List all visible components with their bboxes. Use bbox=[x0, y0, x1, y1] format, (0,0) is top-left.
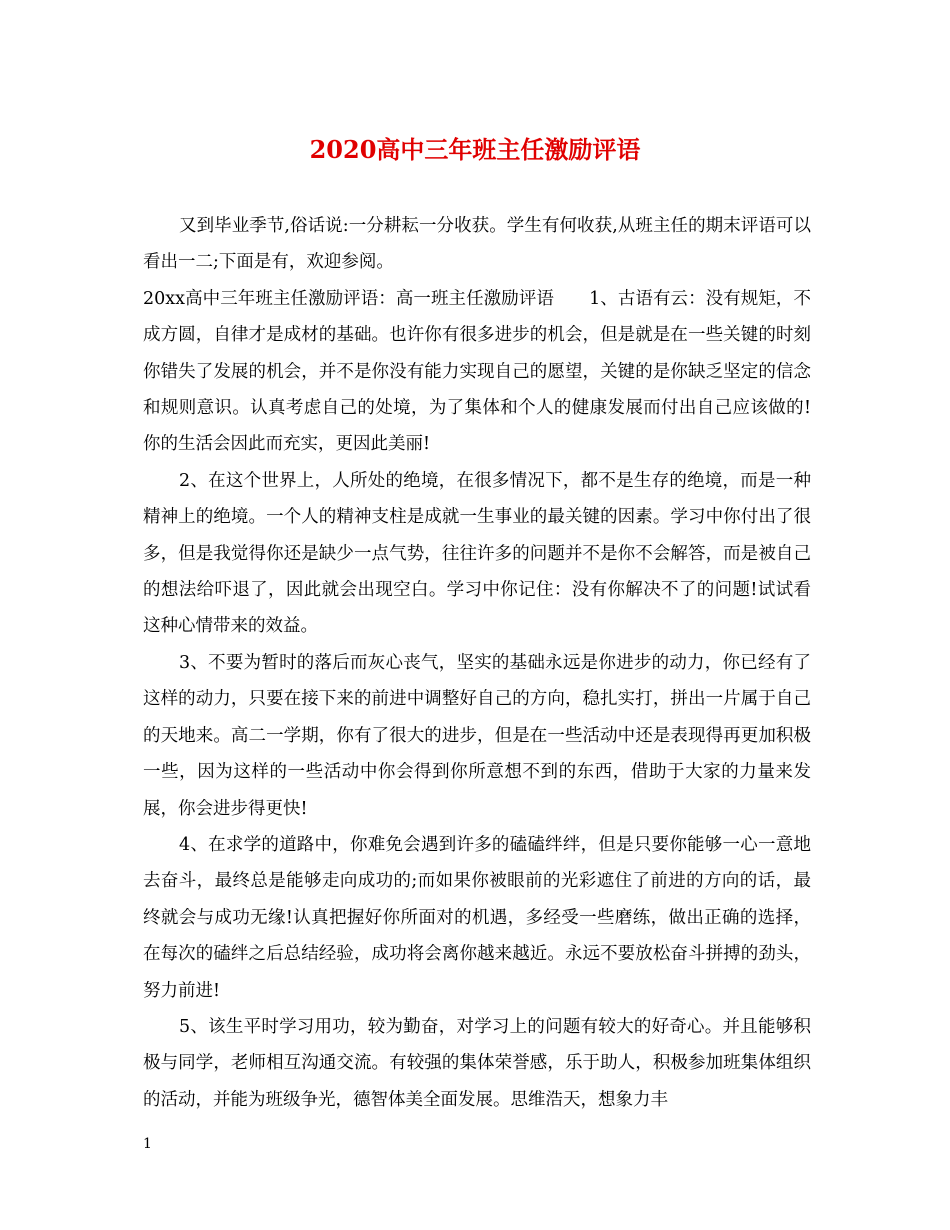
paragraph-intro: 又到毕业季节,俗话说:一分耕耘一分收获。学生有何收获,从班主任的期末评语可以看出一二;下面是有，欢迎参阅。 bbox=[143, 216, 811, 273]
document-title: 2020高中三年班主任激励评语 bbox=[309, 135, 641, 164]
paragraph-2: 2、在这个世界上，人所处的绝境，在很多情况下，都不是生存的绝境，而是一种精神上的绝境。一个人的精神支柱是成就一生事业的最关键的因素。学习中你付出了很多，但是我觉得你还是缺少一点气势，往往许多的问题并不是你不会解答，而是被自己的想法给吓退了，因此就会出现空白。学习中你记住：没有你解决不了的问题!试试看这种心情带来的效益。 bbox=[143, 470, 811, 637]
paragraph-1: 20xx高中三年班主任激励评语：高一班主任激励评语 1、古语有云：没有规矩，不成方圆，自律才是成材的基础。也许你有很多进步的机会，但是就是在一些关键的时刻你错失了发展的机会，并不是你没有能力实现自己的愿望，关键的是你缺乏坚定的信念和规则意识。认真考虑自己的处境，为了集体和个人的健康发展而付出自己应该做的!你的生活会因此而充实，更因此美丽! bbox=[143, 288, 811, 455]
document-body bbox=[143, 208, 811, 1118]
paragraph-3: 3、不要为暂时的落后而灰心丧气，坚实的基础永远是你进步的动力，你已经有了这样的动力，只要在接下来的前进中调整好自己的方向，稳扎实打，拼出一片属于自己的天地来。高二一学期，你有了很大的进步，但是在一些活动中还是表现得再更加积极一些，因为这样的一些活动中你会得到你所意想不到的东西，借助于大家的力量来发展，你会进步得更快! bbox=[143, 652, 811, 819]
page-number: 1 bbox=[143, 1136, 152, 1152]
paragraph-4: 4、在求学的道路中，你难免会遇到许多的磕磕绊绊，但是只要你能够一心一意地去奋斗，最终总是能够走向成功的;而如果你被眼前的光彩遮住了前进的方向的话，最终就会与成功无缘!认真把握好你所面对的机遇，多经受一些磨练，做出正确的选择，在每次的磕绊之后总结经验，成功将会离你越来越近。永远不要放松奋斗拼搏的劲头，努力前进! bbox=[143, 834, 811, 1001]
paragraph-5: 5、该生平时学习用功，较为勤奋，对学习上的问题有较大的好奇心。并且能够积极与同学，老师相互沟通交流。有较强的集体荣誉感，乐于助人，积极参加班集体组织的活动，并能为班级争光，德智体美全面发展。思维浩天，想象力丰 bbox=[143, 1016, 811, 1110]
